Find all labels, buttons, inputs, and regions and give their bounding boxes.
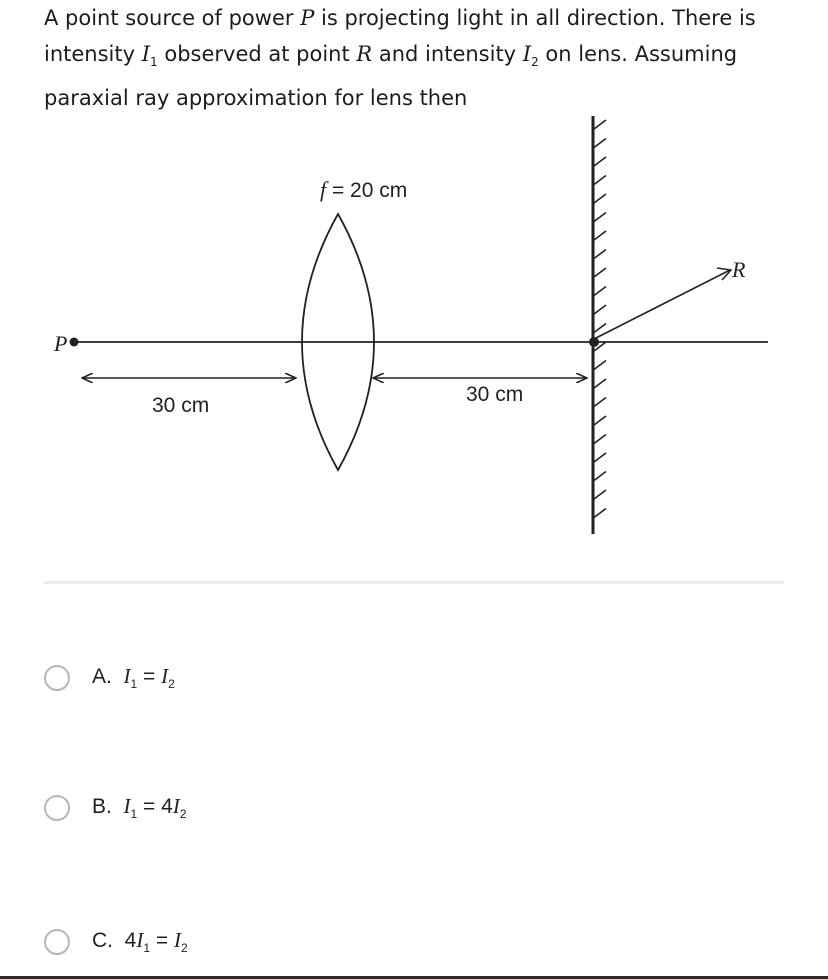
right-distance-label: 30 cm — [466, 383, 524, 406]
mirror-hatch — [594, 379, 606, 388]
optics-diagram — [0, 108, 828, 548]
option-a-label — [92, 664, 175, 691]
mirror-hatch — [594, 361, 606, 370]
subscript: 1 — [130, 677, 138, 692]
ray-to-r — [594, 270, 730, 339]
question-text — [44, 0, 804, 116]
question-text-segment: intensity — [44, 42, 142, 66]
mirror-hatch — [594, 305, 606, 314]
ray-arrow-icon — [717, 268, 731, 280]
intensity-symbol: I — [123, 664, 131, 689]
option-c[interactable] — [44, 924, 188, 960]
mirror-hatch — [594, 287, 606, 296]
variable-p: P — [300, 6, 315, 30]
mirror-hatch — [594, 453, 606, 462]
left-distance-label: 30 cm — [152, 394, 210, 417]
source-point — [70, 338, 79, 347]
option-b-label — [92, 794, 187, 821]
variable-i1: I — [141, 42, 151, 66]
mirror-hatch — [594, 490, 606, 499]
equals-sign: = — [137, 665, 162, 689]
option-a[interactable] — [44, 660, 175, 696]
radio-button-a[interactable] — [44, 665, 70, 691]
option-c-label — [92, 928, 188, 955]
intensity-symbol: I — [161, 664, 169, 689]
divider — [44, 581, 784, 584]
question-text-segment: on lens. Assuming — [538, 42, 738, 66]
mirror-hatch — [594, 194, 606, 203]
variable-r: R — [356, 42, 373, 66]
mirror-point — [589, 337, 599, 347]
mirror-hatch — [594, 435, 606, 444]
subscript: 1 — [143, 941, 151, 956]
intensity-symbol: I — [123, 794, 131, 819]
mirror-hatch — [594, 509, 606, 518]
plane-mirror — [593, 116, 606, 534]
subscript: 1 — [150, 55, 158, 70]
subscript: 2 — [531, 55, 539, 70]
question-text-segment: and intensity — [372, 42, 523, 66]
subscript: 2 — [180, 941, 188, 956]
point-label: R — [732, 257, 746, 282]
mirror-hatch — [594, 139, 606, 148]
option-letter: A. — [92, 665, 112, 689]
variable-i2: I — [522, 42, 532, 66]
source-label: P — [54, 331, 68, 356]
intensity-symbol: I — [172, 794, 180, 819]
mirror-hatch — [594, 268, 606, 277]
mirror-hatch — [594, 324, 606, 333]
mirror-hatch — [594, 250, 606, 259]
focal-value: = 20 cm — [326, 179, 408, 202]
question-line-3: paraxial ray approximation for lens then — [44, 86, 468, 111]
subscript: 2 — [179, 807, 187, 822]
option-b[interactable] — [44, 790, 187, 826]
subscript: 1 — [130, 807, 138, 822]
intensity-symbol: I — [136, 928, 144, 953]
mirror-hatch — [594, 416, 606, 425]
mirror-hatch — [594, 157, 606, 166]
question-line-1 — [44, 0, 804, 36]
coefficient: 4 — [124, 929, 137, 953]
mirror-hatch — [594, 472, 606, 481]
question-line-2 — [44, 36, 804, 80]
intensity-symbol: I — [173, 928, 181, 953]
equals-sign: = — [137, 795, 162, 819]
question-text-segment: observed at point — [157, 42, 357, 66]
mirror-hatch — [594, 120, 606, 129]
radio-button-c[interactable] — [44, 929, 70, 955]
coefficient: 4 — [161, 795, 173, 819]
focal-length-label — [320, 177, 407, 202]
focal-variable: f — [320, 177, 327, 202]
subscript: 2 — [168, 677, 175, 692]
mirror-hatch — [594, 231, 606, 240]
mirror-hatch — [594, 213, 606, 222]
radio-button-b[interactable] — [44, 795, 70, 821]
option-letter: C. — [92, 929, 113, 953]
mirror-hatch — [594, 176, 606, 185]
question-text-segment: is projecting light in all direction. There is — [314, 6, 756, 30]
mirror-hatch — [594, 398, 606, 407]
option-letter: B. — [92, 795, 112, 819]
equals-sign: = — [150, 929, 174, 953]
question-text-segment: A point source of power — [44, 6, 301, 30]
